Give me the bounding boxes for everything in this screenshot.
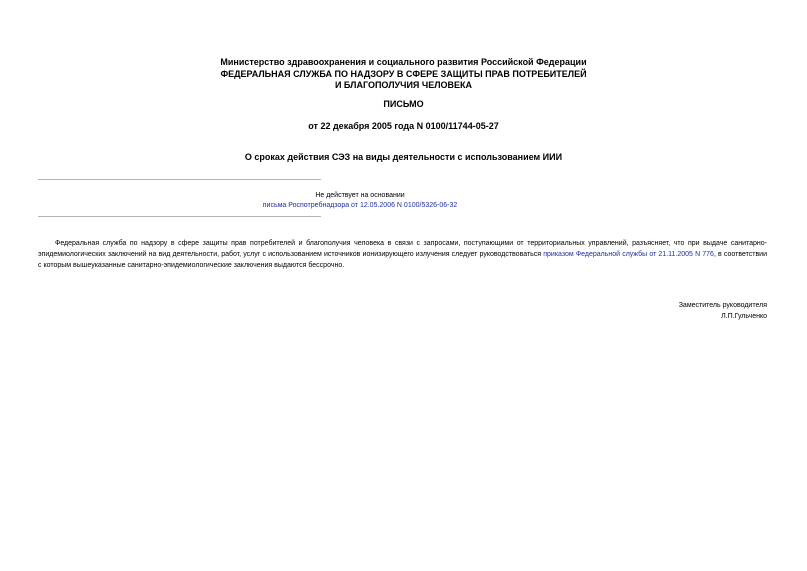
ministry-name: Министерство здравоохранения и социального развития Российской Федерации	[220, 57, 587, 67]
document-subject: О сроках действия СЭЗ на виды деятельности с использованием ИИИ	[244, 152, 563, 162]
body-text-start: Федеральная служба по надзору в сфере защиты прав потребителей и благополучия человека в связи с запросами, поступающими от территориальных управлений, разъясняет, что при выдаче санитарно-эпидемиологических заключений на вид деятельности, работ, услуг с использованием источников ионизирующего излучения следует руководствоваться	[38, 240, 767, 259]
service-name-line2: И БЛАГОПОЛУЧИЯ ЧЕЛОВЕКА	[334, 80, 473, 90]
document-header	[0, 57, 807, 92]
document-date-number: от 22 декабря 2005 года N 0100/11744-05-27	[308, 121, 499, 131]
service-name-line1: ФЕДЕРАЛЬНАЯ СЛУЖБА ПО НАДЗОРУ В СФЕРЕ ЗАЩИТЫ ПРАВ ПОТРЕБИТЕЛЕЙ	[220, 68, 587, 79]
signatory-title: Заместитель руководителя	[678, 302, 767, 309]
document-type: ПИСЬМО	[383, 99, 424, 109]
body-text-end: , в соответствии с которым вышеуказанные санитарно-эпидемиологические заключения выдаются бессрочно.	[38, 251, 767, 270]
notice-divider-bottom	[38, 216, 321, 217]
signatory-name: Л.П.Гульченко	[721, 313, 767, 320]
status-basis	[180, 201, 540, 211]
notice-divider-top	[38, 179, 321, 180]
order-776-link[interactable]: приказом Федеральной службы от 21.11.2005 N 776	[543, 251, 714, 259]
basis-document-link[interactable]: письма Роспотребнадзора от 12.05.2006 N 0100/5326-06-32	[262, 202, 458, 209]
status-notice: Не действует на основании	[315, 192, 405, 199]
letter-body	[38, 238, 767, 272]
